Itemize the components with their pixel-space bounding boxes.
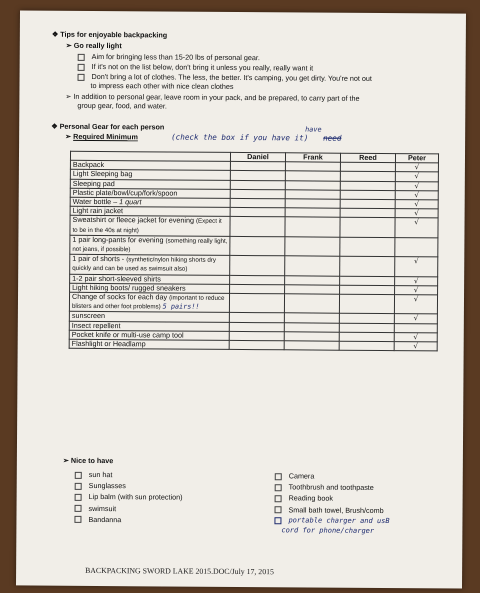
handwritten-note: 5 pairs!! — [162, 302, 200, 311]
item-cell: Water bottle – 1 quart — [70, 197, 230, 207]
checkbox-icon[interactable] — [275, 484, 282, 491]
list-item: sun hat — [75, 469, 183, 481]
check-mark[interactable] — [395, 237, 438, 257]
item-cell: Light rain jacket — [70, 207, 230, 217]
item-cell: Sleeping pad — [70, 179, 230, 189]
bullet-diamond-icon: ❖ — [51, 121, 60, 131]
tips-heading: ❖ Tips for enjoyable backpacking — [51, 29, 168, 40]
arrow-bullet-icon: ➢ — [65, 40, 74, 50]
checkbox-icon[interactable] — [275, 473, 282, 480]
tip-item-continued: to impress each other with nice clean clothes — [90, 80, 234, 91]
checkbox-icon[interactable] — [75, 505, 82, 512]
table-header-cell: Frank — [285, 153, 340, 163]
item-cell: Light Sleeping bag — [70, 170, 230, 180]
checkbox-icon[interactable] — [274, 517, 281, 524]
gear-table — [69, 151, 439, 352]
tip-extra-continued: group gear, food, and water. — [77, 100, 167, 111]
check-mark[interactable]: √ — [395, 163, 438, 173]
list-item: swimsuit — [75, 502, 183, 514]
checkbox-icon[interactable] — [74, 516, 81, 523]
tip-item: Aim for bringing less than 15-20 lbs of personal gear. — [78, 53, 260, 63]
arrow-bullet-icon: ➢ — [62, 455, 71, 465]
check-mark[interactable]: √ — [395, 181, 438, 191]
check-mark[interactable]: √ — [395, 200, 438, 210]
list-item: Small bath towel, Brush/comb — [274, 504, 383, 516]
item-cell: Pocket knife or multi-use camp tool — [69, 330, 229, 340]
arrow-bullet-icon: ➢ — [65, 131, 74, 141]
list-item: Reading book — [275, 493, 384, 505]
table-header-cell: Daniel — [230, 152, 285, 162]
list-item: Lip balm (with sun protection) — [75, 491, 183, 503]
handwritten-insert: have — [305, 125, 322, 134]
item-cell: 1 pair of shorts - (synthetic/nylon hiking shorts dry quickly and can be used as swimsuit also) — [70, 255, 230, 276]
list-item: Toothbrush and toothpaste — [275, 481, 384, 493]
table-header-cell: Reed — [340, 153, 395, 163]
handwritten-note: (check the box if you have it) — [171, 132, 309, 143]
item-cell: Flashlight or Headlamp — [69, 339, 229, 349]
item-cell: Plastic plate/bowl/cup/fork/spoon — [70, 188, 230, 198]
check-mark[interactable]: √ — [395, 285, 438, 295]
check-mark[interactable]: √ — [394, 332, 437, 342]
check-mark[interactable]: √ — [394, 342, 437, 352]
handwritten-struck-word: need — [323, 133, 342, 143]
nice-right-list — [274, 470, 383, 516]
go-light-heading: ➢ Go really light — [65, 40, 122, 51]
arrow-bullet-icon: ➢ — [65, 91, 74, 101]
item-cell: 1-2 pair short-sleeved shirts — [70, 274, 230, 284]
list-item: Sunglasses — [75, 480, 183, 492]
check-mark[interactable]: √ — [395, 257, 438, 277]
item-cell: sunscreen — [69, 312, 229, 322]
list-item: Bandanna — [74, 514, 182, 526]
table-row — [69, 339, 437, 351]
document-footer: BACKPACKING SWORD LAKE 2015.DOC/July 17, 2015 — [85, 565, 274, 577]
list-item: Camera — [275, 470, 384, 482]
gear-heading: ❖ Personal Gear for each person — [51, 121, 165, 132]
item-cell: Sweatshirt or fleece jacket for evening (Expect it to be in the 40s at night) — [70, 216, 230, 237]
item-cell: Insect repellent — [69, 321, 229, 331]
item-cell: 1 pair long-pants for evening (something really light, not jeans, if possible) — [70, 235, 230, 256]
check-mark[interactable]: √ — [394, 295, 437, 315]
checkbox-icon[interactable] — [275, 495, 282, 502]
handwritten-item: portable charger and usB cord for phone/charger — [274, 515, 389, 536]
checkbox-icon — [78, 53, 85, 60]
required-heading: ➢ Required Minimum — [65, 131, 138, 142]
document-page — [16, 10, 466, 588]
table-header-cell: Peter — [395, 154, 438, 164]
item-cell: Light hiking boots/ rugged sneakers — [70, 283, 230, 293]
tip-extra: ➢ In addition to personal gear, leave room in your pack, and be prepared, to carry part of the — [65, 91, 360, 103]
nice-left-list — [74, 469, 182, 526]
bullet-diamond-icon: ❖ — [51, 29, 61, 39]
item-cell: Change of socks for each day (important to reduce blisters and other foot problems) 5 pairs!! — [69, 292, 229, 313]
check-mark[interactable]: √ — [395, 276, 438, 286]
check-mark[interactable]: √ — [395, 172, 438, 182]
check-mark[interactable]: √ — [394, 314, 437, 324]
check-mark[interactable]: √ — [395, 190, 438, 200]
checkbox-icon[interactable] — [75, 471, 82, 478]
table-row — [69, 292, 437, 314]
tip-item: If it's not on the list below, don't bring it unless you really, really want it — [78, 63, 314, 73]
nice-heading: ➢ Nice to have — [62, 455, 114, 466]
item-cell: Backpack — [70, 161, 230, 171]
checkbox-icon — [78, 73, 85, 80]
tip-item: Don't bring a lot of clothes. The less, the better. It's camping, you get dirty. You're not out — [78, 73, 372, 84]
checkbox-icon[interactable] — [275, 506, 282, 513]
checkbox-icon[interactable] — [75, 483, 82, 490]
checkbox-icon — [78, 63, 85, 70]
check-mark[interactable]: √ — [395, 209, 438, 219]
checkbox-icon[interactable] — [75, 494, 82, 501]
check-mark[interactable]: √ — [395, 218, 438, 238]
